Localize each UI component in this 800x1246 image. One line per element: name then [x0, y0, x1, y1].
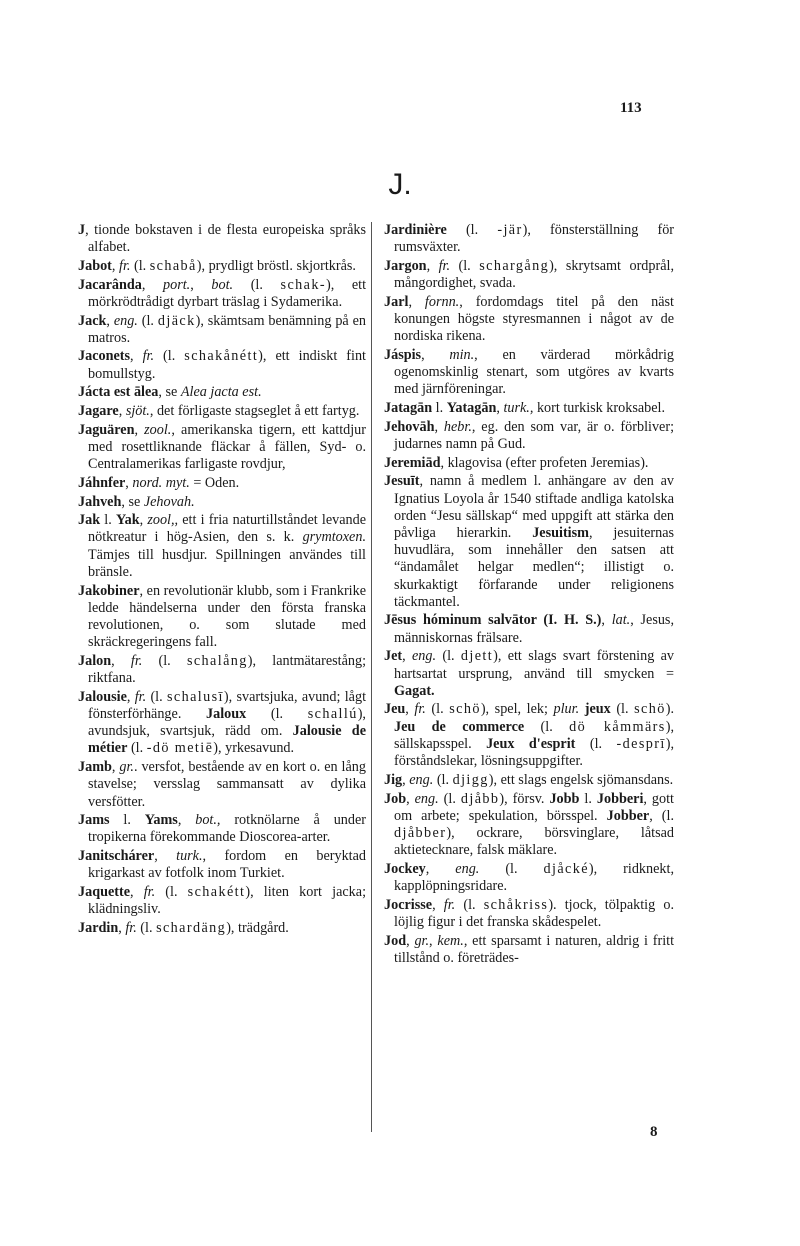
entry-headword: Jocrisse	[384, 896, 433, 913]
entry-text: (l.	[130, 257, 150, 274]
entry-text: ,	[126, 688, 135, 705]
entry-headword: Jalon	[78, 652, 112, 669]
entry-text: (l.	[479, 860, 544, 877]
dictionary-entry	[384, 648, 674, 700]
entry-headword: Jahveh	[78, 493, 122, 510]
entry-text: ).	[665, 701, 674, 718]
entry-pronunciation: schåkriss	[483, 896, 549, 913]
dictionary-entry	[78, 475, 366, 492]
entry-pronunciation: schö	[634, 701, 666, 718]
entry-abbrev: gr.	[119, 759, 134, 776]
dictionary-entry	[78, 689, 366, 758]
entry-text: (l.	[436, 648, 461, 665]
entry-pronunciation: schö	[449, 701, 481, 718]
entry-pronunciation: schalusī	[166, 688, 224, 705]
right-column	[384, 222, 674, 969]
entry-text: ), ockrare, börsvinglare, låtsad aktietecknare, falsk mäklare.	[394, 824, 674, 859]
entry-text: ,	[406, 790, 415, 807]
entry-text: , en revolutionär klubb, som i Frankrike ledde händelserna under den första franska revolutionen, o. som slutade med skräckregeringens fall.	[88, 582, 366, 651]
entry-text: ), fönsterställning för rumsväxter.	[394, 222, 675, 256]
entry-text: ), liten kort jacka; klädningsliv.	[88, 884, 367, 918]
entry-text: l.	[579, 790, 597, 807]
entry-abbrev: Alea jacta est.	[180, 384, 262, 401]
entry-headword: Jet	[384, 648, 403, 665]
entry-headword: Jaconets	[78, 348, 131, 365]
entry-text: ,	[425, 860, 456, 877]
entry-text: ), ett slags svart förstening av hartsartat ursprung, använd till smycken =	[394, 648, 675, 682]
entry-pronunciation: dö kåmmärs	[569, 718, 666, 735]
entry-text: . versfot, bestående av en kort o. en lång stavelse; versslag sammansatt av dylika versfötter.	[88, 759, 366, 810]
entry-text: ), ridknekt, kapplöpningsridare.	[394, 860, 674, 895]
entry-abbrev: eng.	[113, 312, 138, 329]
entry-pronunciation: djett	[460, 648, 494, 665]
entry-text: ), spel, lek;	[480, 701, 554, 718]
entry-abbrev: turk.	[176, 848, 203, 865]
dictionary-entry	[384, 861, 674, 895]
entry-headword: Jacarânda	[78, 276, 142, 293]
dictionary-entry	[384, 473, 674, 611]
entry-text: (l.	[154, 348, 185, 365]
entry-text: (l.	[246, 705, 308, 722]
entry-text: ,	[432, 896, 444, 913]
entry-pronunciation: djigg	[452, 771, 489, 788]
entry-text: ,	[421, 346, 450, 363]
entry-text: ), lantmätarestång; riktfana.	[88, 652, 367, 687]
entry-headword: Jakobiner	[78, 582, 140, 599]
dictionary-entry	[384, 933, 674, 967]
entry-headword: Jardinière	[384, 222, 447, 238]
entry-text: (l.	[450, 257, 480, 274]
signature-mark: 8	[650, 1124, 658, 1140]
column-divider	[371, 222, 372, 1132]
entry-text: rotknölarne å under tropikerna förekommande Dioscorea-arter.	[88, 812, 367, 846]
entry-text: ), prydligt bröstl. skjortkrås.	[196, 257, 356, 274]
entry-headword: Jams	[78, 812, 110, 829]
dictionary-entry	[384, 419, 674, 453]
entry-text: l.	[109, 812, 145, 829]
entry-abbrev: zool,,	[147, 512, 179, 529]
entry-text: ,	[125, 474, 133, 491]
entry-text: (l.	[524, 718, 570, 735]
dictionary-entry	[384, 612, 674, 646]
dictionary-entry	[78, 384, 366, 401]
entry-text: ,	[406, 932, 415, 949]
dictionary-entry	[78, 512, 366, 581]
dictionary-entry	[78, 653, 366, 687]
entry-abbrev: Jehovah.	[143, 493, 195, 510]
entry-headword: jeux	[584, 701, 611, 718]
entry-text: l.	[100, 512, 116, 529]
entry-text: ett i fria naturtillståndet levande nötkreatur i hög-Asien, den s. k.	[88, 512, 367, 546]
entry-text: , se	[121, 493, 144, 510]
entry-text: ), avundsjuk, svartsjuk, rädd om.	[88, 705, 366, 740]
entry-text: ), yrkesavund.	[213, 740, 295, 757]
entry-abbrev: fr.	[130, 652, 143, 669]
entry-headword: Jeux d'esprit	[486, 735, 576, 752]
entry-abbrev: min.	[449, 346, 475, 363]
dictionary-entry	[384, 347, 674, 399]
entry-pronunciation: schallú	[307, 705, 358, 722]
entry-pronunciation: -desprī	[616, 735, 666, 752]
entry-text: (l.	[455, 896, 484, 913]
entry-text: , Jesus, människornas frälsare.	[394, 612, 675, 646]
entry-text: ,	[177, 812, 196, 829]
dictionary-entry	[78, 258, 366, 275]
section-letter-heading: J.	[388, 168, 412, 201]
entry-text: (l.	[233, 276, 281, 293]
entry-text: ,	[429, 932, 438, 949]
dictionary-entry	[384, 772, 674, 789]
entry-text: , det förligaste stagseglet å ett fartyg.	[149, 403, 360, 420]
entry-text: , namn å medlem l. anhängare av den av Ignatius Loyola år 1540 stiftade andliga katolska orden “Jesu sällskap“ med uppgift att stärka den påvliga hierarkin.	[394, 473, 674, 541]
entry-headword: Jalousie	[78, 688, 127, 705]
entry-headword: Jaguären	[78, 421, 135, 438]
entry-text: ,	[190, 276, 212, 293]
entry-text: , fordom en beryktad krigarkast av fotfolk inom Turkiet.	[88, 848, 367, 882]
entry-abbrev: fr.	[438, 257, 451, 274]
entry-text: (l.	[127, 740, 147, 757]
entry-headword: Jobber	[606, 807, 650, 824]
dictionary-entry	[78, 348, 366, 382]
entry-text: ), förståndslekar, lösningsuppgifter.	[394, 735, 674, 770]
dictionary-entry	[78, 848, 366, 882]
entry-text: ,	[154, 848, 177, 865]
entry-headword: Yatagān	[446, 400, 497, 417]
entry-text: ,	[111, 759, 120, 776]
entry-headword: Jack	[78, 312, 107, 329]
entry-text: ,	[111, 652, 131, 669]
entry-abbrev: fornn.	[424, 293, 460, 310]
entry-headword: Jesuitism	[532, 524, 589, 541]
dictionary-entry	[78, 884, 366, 918]
entry-text: ,	[405, 701, 415, 718]
entry-text: (l.	[136, 919, 157, 936]
entry-text: ), skrytsamt ordprål, mångordighet, svada.	[394, 257, 674, 292]
entry-headword: Jatagān	[384, 400, 433, 417]
entry-pronunciation: djåbb	[460, 790, 500, 807]
entry-pronunciation: schakétt	[187, 884, 246, 901]
entry-abbrev: eng.	[409, 771, 434, 788]
entry-abbrev: bot.	[211, 276, 234, 293]
entry-headword: Jáspis	[384, 346, 422, 363]
entry-text: ,	[139, 512, 148, 529]
dictionary-entry	[78, 759, 366, 811]
entry-text: (l.	[425, 701, 450, 718]
entry-headword: Job	[384, 790, 407, 807]
entry-headword: Jobberi	[596, 790, 644, 807]
dictionary-entry	[384, 258, 674, 292]
entry-abbrev: plur.	[553, 701, 580, 718]
entry-text: ,	[402, 648, 412, 665]
dictionary-entry	[384, 897, 674, 931]
entry-pronunciation: djåcké	[543, 860, 589, 877]
dictionary-entry	[78, 313, 366, 347]
entry-text: ,	[130, 884, 144, 901]
entry-text: l.	[432, 400, 447, 417]
entry-text: ,	[111, 257, 119, 274]
entry-text: ). tjock, tölpaktig o. löjlig figur i det franska skådespelet.	[394, 896, 674, 930]
dictionary-entry	[384, 455, 674, 472]
entry-text: , en värderad mörkådrig ogenomskinlig stenart, som utgöres av kvarts med järnföreningar.	[394, 346, 674, 398]
entry-headword: Jod	[384, 932, 407, 949]
entry-text: , fordomdags titel på den näst konungen högste styresmannen i något av de nordiska rikena.	[394, 293, 674, 345]
entry-headword: Jeremiād	[384, 454, 441, 471]
entry-pronunciation: djäck	[157, 312, 196, 329]
dictionary-entry	[78, 403, 366, 420]
entry-pronunciation: schargång	[479, 257, 550, 274]
entry-headword: Jesuīt	[384, 473, 420, 490]
entry-headword: Jeu de commerce	[394, 718, 525, 735]
entry-text: ,	[118, 919, 126, 936]
entry-pronunciation: schak-	[280, 276, 326, 293]
dictionary-entry	[78, 222, 366, 256]
entry-pronunciation: -jär	[497, 222, 523, 238]
entry-headword: Jamb	[78, 759, 112, 776]
entry-text: ), försv.	[499, 790, 550, 807]
dictionary-entry	[78, 422, 366, 474]
dictionary-entry	[384, 791, 674, 860]
entry-headword: Jaquette	[78, 884, 131, 901]
entry-abbrev: fr.	[443, 896, 456, 913]
dictionary-entry	[78, 583, 366, 652]
entry-text: ,	[106, 312, 114, 329]
entry-headword: Jehovāh	[384, 418, 435, 435]
entry-headword: Jargon	[384, 257, 427, 274]
entry-text: , jesuiternas huvudlära, som innehåller den satsen att “ändamålet helgar medlen“; illistigt o. skurkaktigt förfarande under religionens täckmantel.	[394, 524, 675, 610]
entry-abbrev: fr.	[414, 701, 426, 718]
entry-headword: Yak	[115, 512, 140, 529]
entry-abbrev: bot.,	[195, 812, 221, 829]
entry-text: ), trädgård.	[226, 919, 289, 936]
dictionary-entry	[384, 294, 674, 346]
dictionary-entry	[78, 494, 366, 511]
entry-text: (l.	[433, 771, 453, 788]
entry-abbrev: nord. myt.	[132, 474, 190, 491]
dictionary-entry	[78, 920, 366, 937]
entry-text: (l.	[438, 790, 461, 807]
entry-pronunciation: schalång	[186, 652, 248, 669]
entry-pronunciation: schakånétt	[184, 348, 259, 365]
entry-abbrev: eng.	[414, 790, 439, 807]
entry-headword: Jaloux	[206, 705, 247, 722]
entry-abbrev: eng.	[412, 648, 437, 665]
entry-text: ,	[426, 257, 439, 274]
entry-text: , (l.	[649, 807, 674, 824]
entry-abbrev: fr.	[125, 919, 137, 936]
entry-headword: Jabot	[78, 257, 112, 274]
entry-text: (l.	[137, 312, 158, 329]
entry-text: ), skämtsam benämning på en matros.	[88, 312, 366, 346]
entry-abbrev: fr.	[134, 688, 147, 705]
entry-text: ,	[496, 400, 504, 417]
entry-headword: Jobb	[549, 790, 580, 807]
entry-headword: Jeu	[384, 701, 406, 718]
entry-abbrev: gr.	[414, 932, 430, 949]
entry-abbrev: fr.	[119, 257, 131, 274]
entry-text: , amerikanska tigern, ett kattdjur med rosettliknande fläckar å fällen, Syd- o. Centralamerikas farligaste rovdjur,	[88, 421, 366, 473]
entry-text: ,	[434, 418, 444, 435]
entry-text: kort turkisk kroksabel.	[533, 400, 666, 417]
entry-headword: Jagare	[78, 403, 119, 420]
entry-text: (l.	[575, 735, 617, 752]
entry-text: , klagovisa (efter profeten Jeremias).	[440, 454, 649, 471]
entry-headword: J	[78, 222, 86, 238]
entry-pronunciation: schabå	[149, 257, 197, 274]
entry-text: ), svartsjuka, avund; lågt fönsterförhänge.	[88, 688, 367, 722]
entry-text: (l.	[146, 688, 167, 705]
entry-headword: Jockey	[384, 860, 426, 877]
entry-headword: Jáhnfer	[78, 474, 126, 491]
entry-text: (l.	[155, 884, 188, 901]
entry-text: , gott om arbete; spekulation, börsspel.	[394, 790, 674, 824]
entry-abbrev: hebr.	[443, 418, 472, 435]
entry-text: Tämjes till husdjur. Spillningen användes till bränsle.	[88, 546, 366, 580]
entry-headword: Jig	[384, 771, 403, 788]
entry-headword: Yams	[144, 812, 178, 829]
entry-text: , ett sparsamt i naturen, aldrig i fritt tillstånd o. företrädes-	[394, 932, 675, 966]
entry-text: , tionde bokstaven i de flesta europeiska språks alfabet.	[85, 222, 366, 256]
dictionary-entry	[78, 812, 366, 846]
dictionary-entry	[384, 400, 674, 417]
entry-text: ), sällskapsspel.	[394, 718, 674, 752]
entry-headword: Jalousie de métier	[88, 723, 366, 757]
dictionary-entry	[384, 701, 674, 770]
entry-text: ), ett slags engelsk sjömansdans.	[488, 771, 674, 788]
entry-headword: Gagat.	[394, 682, 435, 699]
entry-abbrev: kem.	[437, 932, 464, 949]
entry-abbrev: fr.	[143, 884, 156, 901]
entry-text: ), ett indiskt fint bomullstyg.	[88, 348, 366, 382]
entry-abbrev: grymtoxen.	[302, 529, 366, 546]
left-column	[78, 222, 366, 939]
entry-text: ,	[141, 276, 164, 293]
entry-headword: Jarl	[384, 293, 409, 310]
entry-text: (l.	[142, 652, 187, 669]
entry-text: , eg. den som var, är o. förbliver; judarnes namn på Gud.	[394, 418, 675, 452]
entry-text: (l.	[446, 222, 498, 238]
entry-abbrev: sjöt.	[125, 403, 150, 420]
page-number: 113	[620, 100, 642, 116]
entry-headword: Jak	[78, 512, 101, 529]
dictionary-entry	[78, 277, 366, 311]
entry-pronunciation: djåbber	[394, 824, 447, 841]
entry-pronunciation: schardäng	[156, 919, 227, 936]
entry-text: ,	[408, 293, 425, 310]
entry-text: (l.	[610, 701, 635, 718]
entry-abbrev: lat.	[611, 612, 631, 629]
entry-abbrev: turk.,	[503, 400, 534, 417]
entry-headword: Jēsus hóminum salvātor (I. H. S.)	[384, 612, 602, 629]
entry-text: ,	[402, 771, 410, 788]
entry-abbrev: fr.	[142, 348, 155, 365]
entry-text: ,	[118, 403, 126, 420]
entry-abbrev: zool.	[144, 421, 172, 438]
entry-headword: Jácta est ālea	[78, 384, 159, 401]
entry-text: ), ett mörkrödtrådigt dyrbart träslag i Sydamerika.	[88, 276, 367, 310]
entry-headword: Janitschárer	[78, 848, 155, 865]
entry-pronunciation: -dö metiē	[146, 740, 214, 757]
entry-abbrev: eng.	[455, 860, 480, 877]
entry-text: ,	[130, 348, 143, 365]
entry-abbrev: port.	[163, 276, 191, 293]
entry-text: = Oden.	[189, 474, 240, 491]
entry-text: , se	[158, 384, 181, 401]
entry-text: ,	[134, 421, 145, 438]
entry-text: ,	[601, 612, 612, 629]
dictionary-entry	[384, 222, 674, 256]
entry-headword: Jardin	[78, 919, 119, 936]
